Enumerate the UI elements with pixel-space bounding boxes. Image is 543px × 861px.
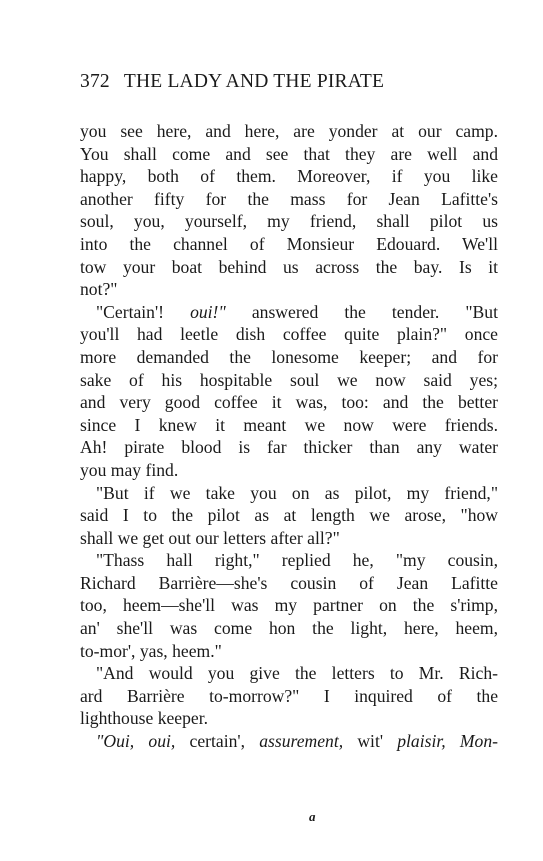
text-line-23: an' she'll was come hon the light, here, heem, — [80, 618, 498, 639]
running-title: THE LADY AND THE PIRATE — [123, 71, 385, 92]
text-line-11: more demanded the lonesome keeper; and for — [80, 346, 498, 367]
running-head — [80, 71, 500, 97]
text-line-13: and very good coffee it was, too: and the better — [80, 392, 498, 413]
text-line-10: you'll had leetle dish coffee quite plain?" once — [80, 324, 498, 345]
text-line-28: "Oui, oui, certain', assurement, wit' plaisir, Mon- — [96, 731, 498, 752]
text-line-19: shall we get out our letters after all?" — [80, 527, 340, 548]
page-number: 372 — [80, 71, 110, 92]
text-line-27: lighthouse keeper. — [80, 708, 209, 729]
text-line-21: Richard Barrière—she's cousin of Jean Lafitte — [80, 572, 498, 593]
text-line-20: "Thass hall right," replied he, "my cousin, — [96, 550, 498, 571]
signature-mark: a — [309, 809, 316, 824]
text-line-16: you may find. — [80, 459, 179, 480]
text-line-12: sake of his hospitable soul we now said yes; — [80, 369, 498, 390]
text-line-25: "And would you give the letters to Mr. Rich- — [96, 663, 498, 684]
text-line-7: tow your boat behind us across the bay. Is it — [80, 256, 498, 277]
text-line-18: said I to the pilot as at length we arose, "how — [80, 505, 498, 526]
text-line-24: to-mor', yas, heem." — [80, 640, 222, 661]
text-line-2: You shall come and see that they are well and — [80, 143, 498, 164]
text-line-1: you see here, and here, are yonder at our camp. — [80, 121, 498, 141]
text-line-5: soul, you, yourself, my friend, shall pilot us — [80, 211, 498, 232]
text-line-22: too, heem—she'll was my partner on the s'rimp, — [80, 595, 498, 616]
body-text — [80, 120, 498, 753]
text-line-17: "But if we take you on as pilot, my friend," — [96, 482, 498, 503]
text-line-26: ard Barrière to-morrow?" I inquired of the — [80, 685, 498, 706]
text-line-3: happy, both of them. Moreover, if you like — [80, 166, 498, 187]
text-line-4: another fifty for the mass for Jean Lafitte's — [80, 188, 498, 209]
text-line-15: Ah! pirate blood is far thicker than any water — [80, 437, 498, 458]
text-line-9: "Certain'! oui!" answered the tender. "But — [96, 301, 498, 322]
text-line-14: since I knew it meant we now were friends. — [80, 414, 498, 435]
text-line-6: into the channel of Monsieur Edouard. We'll — [80, 233, 498, 254]
text-line-8: not?" — [80, 279, 118, 300]
